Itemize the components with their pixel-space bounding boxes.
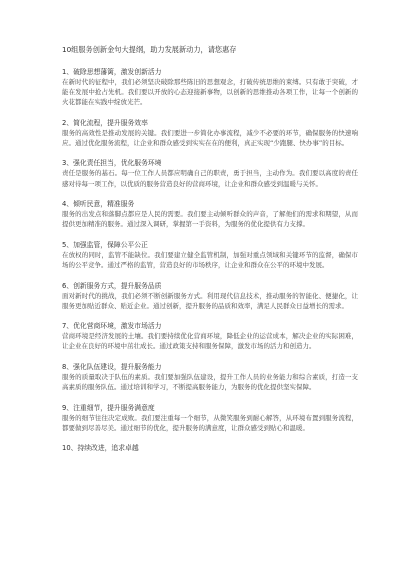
section-8: [62, 362, 358, 392]
section-2: [62, 118, 358, 148]
section-heading: 3、强化责任担当，优化服务环境: [62, 159, 162, 168]
section-7: [62, 321, 358, 351]
section-body: 服务的细节往往决定成败。我们要注重每一个细节，从微笑服务到耐心解答，从环境布置到服务流程，都要做到尽善尽美。通过细节的优化，提升服务的满意度，让群众感受到贴心和温暖。: [62, 413, 358, 432]
section-body: 在新时代的征程中，我们必须坚决破除那些陈旧的思想观念，打破传统思维的束缚。只有敢于突破，才能在发展中抢占先机。我们要以开放的心态迎接新事物，以创新的思维推动各项工作，让每一个创新的火花都能在实践中绽放光芒。: [62, 78, 358, 107]
section-heading: 2、简化流程，提升服务效率: [62, 118, 148, 127]
section-heading: 6、创新服务方式，提升服务品质: [62, 281, 162, 290]
section-body: 面对新时代的挑战，我们必须不断创新服务方式。利用现代信息技术，推动服务的智能化、便捷化，让服务更加贴近群众、贴近企业。通过创新，提升服务的品质和效率，满足人民群众日益增长的需求。: [62, 291, 358, 310]
section-heading: 7、优化营商环境，激发市场活力: [62, 322, 162, 331]
section-5: [62, 240, 358, 270]
section-heading: 9、注重细节，提升服务满意度: [62, 403, 155, 412]
document-page: [62, 44, 358, 464]
section-body: 服务的质量取决于队伍的素质。我们要加强队伍建设，提升工作人员的业务能力和综合素质，打造一支高素质的服务队伍。通过培训和学习，不断提高服务能力，为服务的优化提供坚实保障。: [62, 372, 358, 391]
section-body: 服务的高效性是推动发展的关键。我们要进一步简化办事流程，减少不必要的环节，确保服务的快速响应。通过优化服务流程，让企业和群众感受到实实在在的便利，真正实现“少跑腿、快办事”的目标。: [62, 128, 358, 147]
section-heading: 1、破除思想藩篱，激发创新活力: [62, 68, 162, 76]
section-body: 在放权的同时，监管不能缺位。我们要建立健全监管机制，加强对重点领域和关键环节的监督，确保市场的公平竞争。通过严格的监管，营造良好的市场秩序，让企业和群众在公平的环境中发展。: [62, 250, 358, 269]
section-6: [62, 281, 358, 311]
section-heading: 4、倾听民意，精准服务: [62, 200, 135, 209]
section-heading: 8、强化队伍建设，提升服务能力: [62, 362, 162, 371]
section-heading: 5、加强监管，保障公平公正: [62, 240, 148, 249]
section-9: [62, 403, 358, 433]
section-4: [62, 199, 358, 229]
section-1: [62, 67, 358, 107]
section-3: [62, 158, 358, 188]
section-body: 营商环境是经济发展的土壤。我们要持续优化营商环境，降低企业的运营成本，解决企业的实际困难，让企业在良好的环境中茁壮成长。通过政策支持和服务保障，激发市场的活力和创造力。: [62, 332, 358, 351]
section-body: 责任是服务的基石。每一位工作人员都应明确自己的职责，勇于担当，主动作为。我们要以高度的责任感对待每一项工作，以优质的服务营造良好的营商环境，让企业和群众感受到温暖与关怀。: [62, 169, 358, 188]
document-title: 10组服务创新金句大提纲，助力发展新动力，请您惠存: [62, 45, 237, 54]
section-heading: 10、持续改进，追求卓越: [62, 444, 139, 453]
section-body: 服务的出发点和落脚点都应是人民的需要。我们要主动倾听群众的声音，了解他们的需求和期望，从而提供更加精准的服务。通过深入调研，掌握第一手资料，为服务的优化提供有力支撑。: [62, 210, 358, 229]
section-10: [62, 443, 358, 453]
